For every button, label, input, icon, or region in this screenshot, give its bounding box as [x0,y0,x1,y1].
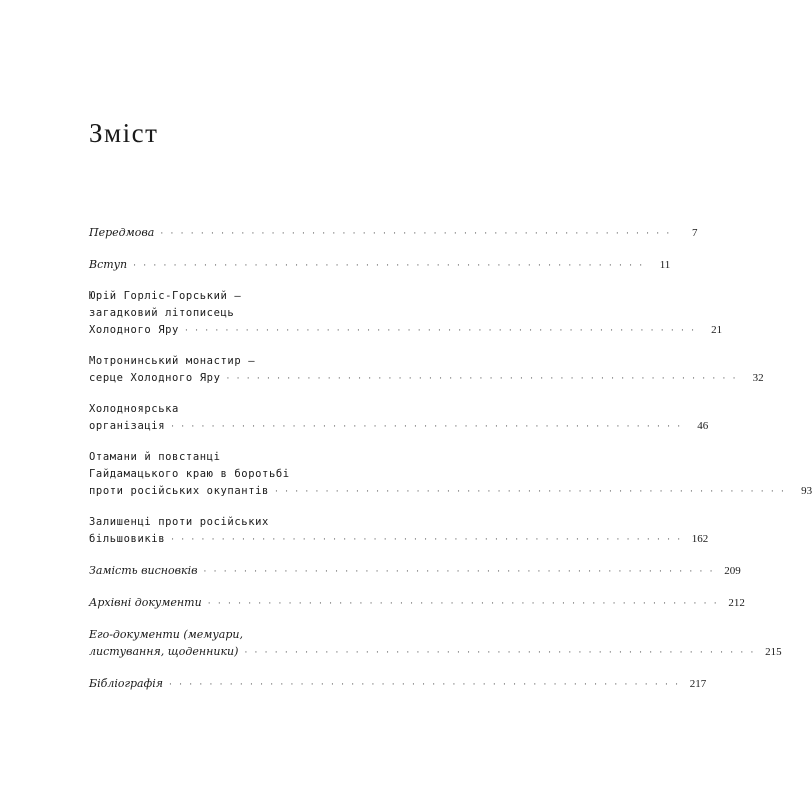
toc-entry-line [89,370,764,388]
toc-page-number: 7 [692,227,698,239]
toc-page-number: 215 [765,646,782,658]
toc-entry-title: Холодноярська [89,403,179,415]
toc-dot-leader: · · · · · · · · · · · · · · · · · · · · · · · · · · · · · · · · · · · · · · · · · · · · · · · · · · · [160,229,672,239]
toc-entry[interactable] [89,256,671,275]
toc-entry[interactable] [89,675,707,694]
toc-page-number: 32 [752,372,764,384]
toc-entry-title: Отамани й повстанці [89,451,221,463]
toc-entry[interactable] [89,288,723,340]
toc-entry-title: Гайдамацького краю в боротьбі [89,468,290,480]
toc-entry-title: Его-документи (мемуари, [89,628,243,641]
toc-entry-line [89,256,671,275]
toc-page-number: 11 [659,259,671,271]
toc-page-number: 217 [689,678,707,690]
toc-page-number: 93 [801,485,812,497]
toc-page-number: 209 [724,565,741,577]
toc-entry-title: Юрій Горліс-Горський — [89,290,242,302]
toc-entry-title: листування, щоденники) [89,645,239,658]
toc-dot-leader: · · · · · · · · · · · · · · · · · · · · · · · · · · · · · · · · · · · · · · · · · · · · · · · · · · · [207,599,719,609]
toc-entry-title: Архівні документи [89,596,202,609]
toc-entry-line [89,449,377,466]
toc-entry-title: Вступ [89,258,128,271]
toc-entry[interactable] [89,401,709,436]
toc-entry-line [89,675,707,694]
toc-entry-title: Холодного Яру [89,324,179,336]
toc-page-number: 21 [711,324,723,336]
toc-dot-leader: · · · · · · · · · · · · · · · · · · · · · · · · · · · · · · · · · · · · · · · · · · · · · · · · · · · [274,487,787,497]
toc-entry-line [89,643,782,662]
toc-dot-leader: · · · · · · · · · · · · · · · · · · · · · · · · · · · · · · · · · · · · · · · · · · · · · · · · · · · [171,422,683,432]
toc-entry-title: загадковий літописець [89,307,235,319]
toc-entry-title: Бібліографія [89,677,164,690]
toc-entry-line [89,531,709,549]
toc-entry[interactable] [89,224,698,243]
toc-entry[interactable] [89,449,812,501]
toc-entry-line [89,305,377,322]
toc-entry-line [89,224,698,243]
toc-dot-leader: · · · · · · · · · · · · · · · · · · · · · · · · · · · · · · · · · · · · · · · · · · · · · · · · · · · [244,648,756,658]
toc-entry-title: більшовиків [89,533,166,545]
toc-entry-line [89,288,377,305]
toc-entry-line [89,418,709,436]
toc-entry-title: Мотронинський монастир — [89,355,256,367]
toc-entry-title: Замість висновків [89,564,198,577]
toc-entry-title: проти російських окупантів [89,485,269,497]
toc-entry-title: серце Холодного Яру [89,372,221,384]
toc-dot-leader: · · · · · · · · · · · · · · · · · · · · · · · · · · · · · · · · · · · · · · · · · · · · · · · · · · · [184,326,697,336]
toc-entry-line [89,626,377,643]
toc-page-number: 46 [697,420,709,432]
toc-page-number: 162 [691,533,709,545]
toc-entry-line [89,514,377,531]
toc-entry-line [89,401,377,418]
toc-entry-title: Передмова [89,226,155,239]
toc-entry-line [89,594,745,613]
toc-dot-leader: · · · · · · · · · · · · · · · · · · · · · · · · · · · · · · · · · · · · · · · · · · · · · · · · · · · [203,567,715,577]
page-title: Зміст [89,118,159,148]
toc-entry[interactable] [89,594,745,613]
toc-entry-title: організація [89,420,166,432]
toc-dot-leader: · · · · · · · · · · · · · · · · · · · · · · · · · · · · · · · · · · · · · · · · · · · · · · · · · · · [133,261,645,271]
table-of-contents [89,224,812,707]
toc-dot-leader: · · · · · · · · · · · · · · · · · · · · · · · · · · · · · · · · · · · · · · · · · · · · · · · · · · · [171,535,683,545]
toc-entry-line [89,483,812,501]
toc-dot-leader: · · · · · · · · · · · · · · · · · · · · · · · · · · · · · · · · · · · · · · · · · · · · · · · · · · · [169,680,681,690]
toc-entry-line [89,466,377,483]
toc-entry-line [89,353,377,370]
toc-dot-leader: · · · · · · · · · · · · · · · · · · · · · · · · · · · · · · · · · · · · · · · · · · · · · · · · · · · [226,374,738,384]
toc-entry[interactable] [89,626,782,662]
toc-entry-line [89,322,723,340]
toc-entry-title: Залишенці проти російських [89,516,269,528]
toc-entry-line [89,562,741,581]
toc-entry[interactable] [89,562,741,581]
toc-entry[interactable] [89,514,709,549]
toc-entry[interactable] [89,353,764,388]
toc-page-number: 212 [728,597,745,609]
